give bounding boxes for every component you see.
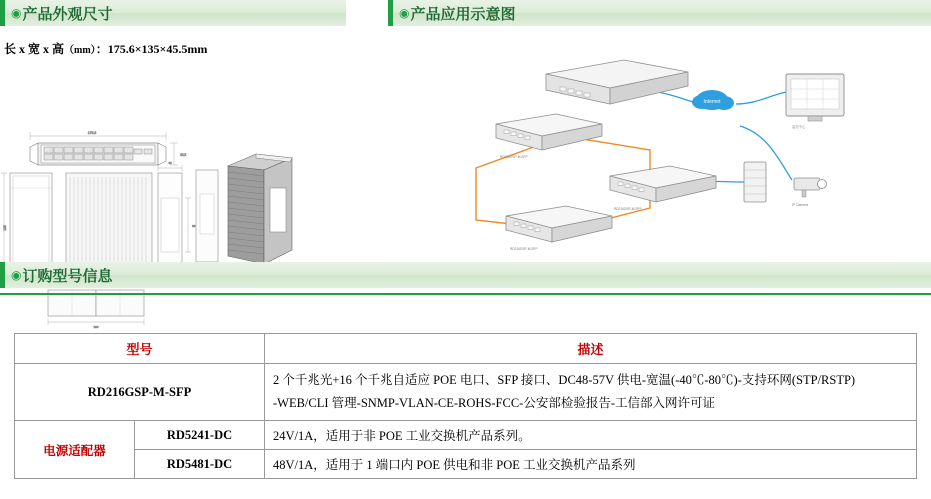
svg-text:135: 135 — [3, 225, 7, 231]
section-title-application: 产品应用示意图 — [410, 5, 516, 23]
table-row — [15, 421, 917, 450]
cell-description — [265, 364, 917, 421]
section-title-ordering: 订购型号信息 — [22, 267, 113, 285]
server — [744, 162, 766, 202]
application-diagram — [388, 30, 931, 255]
bottom-view — [48, 290, 144, 329]
poe-switch-2 — [506, 206, 612, 251]
dimension-line — [4, 40, 207, 57]
application-diagram-svg — [388, 30, 931, 255]
svg-text:RD216GSP-M-SFP: RD216GSP-M-SFP — [614, 207, 642, 211]
core-switch — [546, 60, 688, 123]
svg-text:45.5: 45.5 — [180, 153, 187, 157]
monitor-display — [786, 74, 844, 129]
dimension-value: 175.6×135×45.5mm — [107, 42, 208, 56]
cell-model: RD5481-DC — [135, 450, 265, 479]
description-line-2: -WEB/CLI 管理-SNMP-VLAN-CE-ROHS-FCC-公安部检验报告-工信部入网许可证 — [273, 396, 716, 411]
bullet-icon: ◉ — [399, 6, 410, 20]
section-header-application — [388, 0, 931, 26]
dimension-label: 长 x 宽 x 高 — [4, 42, 65, 56]
column-header-model: 型号 — [15, 334, 265, 364]
bullet-icon: ◉ — [11, 6, 22, 20]
cell-model: RD216GSP-M-SFP — [15, 364, 265, 421]
svg-text:66: 66 — [192, 224, 196, 228]
isometric-view — [228, 154, 292, 264]
svg-text:160: 160 — [93, 325, 99, 329]
dimension-separator: ： — [95, 42, 108, 56]
svg-text:175.6: 175.6 — [87, 131, 97, 135]
poe-switch-1 — [496, 114, 602, 159]
description-line-1: 2 个千兆光+16 个千兆自适应 POE 电口、SFP 接口、DC48-57V 供电-宽温(-40℃-80℃)-支持环网(STP/RSTP) — [273, 373, 856, 387]
dimension-unit: （mm） — [64, 45, 96, 56]
table-row — [15, 450, 917, 479]
ordering-table — [14, 333, 917, 479]
ip-camera — [792, 178, 827, 207]
front-panel-view — [30, 131, 186, 165]
cell-description: 48V/1A，适用于 1 端口内 POE 供电和非 POE 工业交换机产品系列 — [265, 450, 917, 479]
cloud — [692, 90, 734, 110]
cell-model: RD5241-DC — [135, 421, 265, 450]
side-plate-view — [196, 170, 218, 273]
section-title-dimensions: 产品外观尺寸 — [22, 5, 113, 23]
svg-text:Internet: Internet — [703, 99, 721, 105]
section-header-ordering — [0, 262, 931, 288]
svg-text:IP Camera: IP Camera — [792, 203, 809, 207]
section-header-dimensions — [0, 0, 346, 26]
table-header-row — [15, 334, 917, 364]
column-header-description: 描述 — [265, 334, 917, 364]
svg-text:RD216GSP-M-SFP: RD216GSP-M-SFP — [500, 155, 528, 159]
bullet-icon: ◉ — [11, 268, 22, 282]
section-divider — [0, 293, 931, 295]
table-row — [15, 364, 917, 421]
svg-text:RD216GSP-M-SFP: RD216GSP-M-SFP — [510, 247, 538, 251]
cell-description: 24V/1A，适用于非 POE 工业交换机产品系列。 — [265, 421, 917, 450]
cell-group-label: 电源适配器 — [15, 421, 135, 479]
svg-text:45: 45 — [168, 161, 172, 165]
svg-text:监控中心: 监控中心 — [792, 125, 806, 129]
poe-switch-3 — [610, 166, 716, 211]
